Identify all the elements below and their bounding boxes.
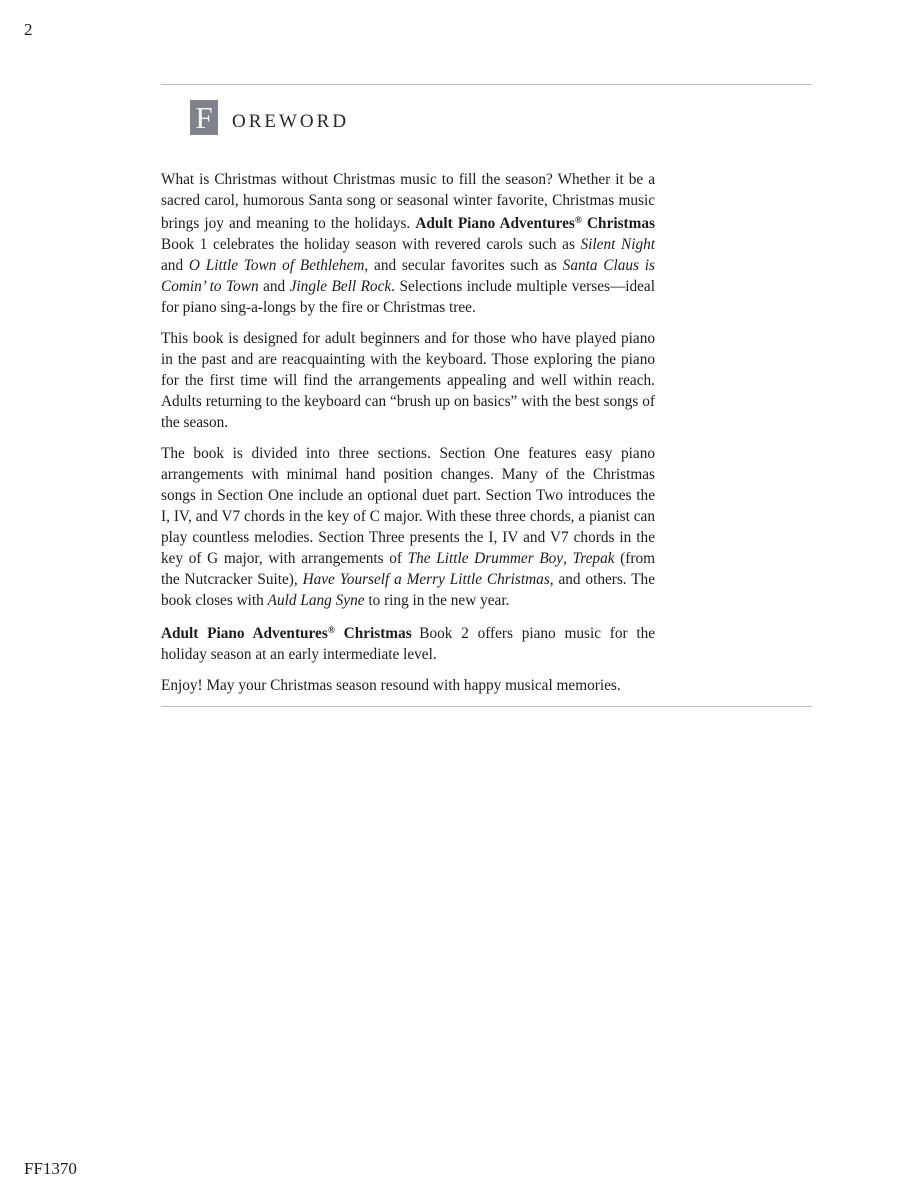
- dropcap-letter: F: [190, 100, 218, 135]
- catalog-number: FF1370: [24, 1159, 77, 1178]
- text-run: and: [161, 257, 189, 274]
- heading-text: OREWORD: [232, 111, 350, 132]
- text-run: Auld Lang Syne: [267, 592, 365, 609]
- text-run: and: [258, 278, 290, 295]
- paragraph: [161, 675, 655, 696]
- text-run: ®: [327, 626, 335, 636]
- text-run: O Little Town of Bethlehem: [188, 257, 365, 274]
- text-run: Have Yourself a Merry Little Christmas: [302, 571, 550, 588]
- paragraph: [161, 443, 655, 611]
- text-run: The book is divided into three sections. Section One features easy piano arrangements with minimal hand position changes. Many of the Christmas songs in Section One include an optional duet part. Section Two introduces the I, IV, and V7 chords in the key of C major. With these three chords, a pianist can play countless melodies. Section Three presents the I, IV and V7 chords in the key of G major, with arrangements of: [161, 445, 655, 567]
- page-number: 2: [24, 20, 33, 39]
- foreword-body: [161, 169, 655, 696]
- text-run: Santa Claus is Comin’ to Town: [161, 257, 655, 295]
- text-run: Jingle Bell Rock: [289, 278, 392, 295]
- text-run: Book 2 offers piano music for the holiday season at an early intermediate level.: [161, 625, 656, 663]
- text-run: Silent Night: [580, 236, 655, 253]
- text-run: , and secular favorites such as: [364, 257, 563, 274]
- text-run: Christmas: [334, 625, 412, 642]
- foreword-content: [161, 84, 812, 707]
- text-run: ,: [563, 550, 573, 567]
- text-run: What is Christmas without Christmas music to fill the season? Whether it be a sacred carol, humorous Santa song or seasonal winter favorite, Christmas music brings joy and meaning to the holidays.: [161, 171, 655, 232]
- text-run: The Little Drummer Boy: [407, 550, 564, 567]
- paragraph: [161, 328, 655, 433]
- paragraph: [161, 169, 655, 318]
- text-run: to ring in the new year.: [364, 592, 510, 609]
- text-run: Adult Piano Adventures: [161, 625, 328, 642]
- text-run: , and others. The book closes with: [161, 571, 655, 609]
- text-run: . Selections include multiple verses—ideal for piano sing-a-longs by the fire or Christmas tree.: [161, 278, 655, 316]
- text-run: (from the Nutcracker Suite),: [161, 550, 656, 588]
- text-run: ®: [574, 216, 582, 226]
- text-run: Trepak: [572, 550, 615, 567]
- text-run: Book 1 celebrates the holiday season with revered carols such as: [161, 236, 581, 253]
- paragraph: [161, 621, 655, 665]
- top-rule: [161, 84, 812, 85]
- text-run: Enjoy! May your Christmas season resound with happy musical memories.: [161, 677, 621, 694]
- text-run: Christmas: [581, 215, 655, 232]
- text-run: This book is designed for adult beginners and for those who have played piano in the past and are reacquainting with the keyboard. Those exploring the piano for the first time will find the arrangements appealing and well within reach. Adults returning to the keyboard can “brush up on basics” with the best songs of the season.: [161, 330, 655, 431]
- bottom-rule: [161, 706, 812, 707]
- text-run: Adult Piano Adventures: [415, 215, 575, 232]
- foreword-heading: [190, 100, 812, 135]
